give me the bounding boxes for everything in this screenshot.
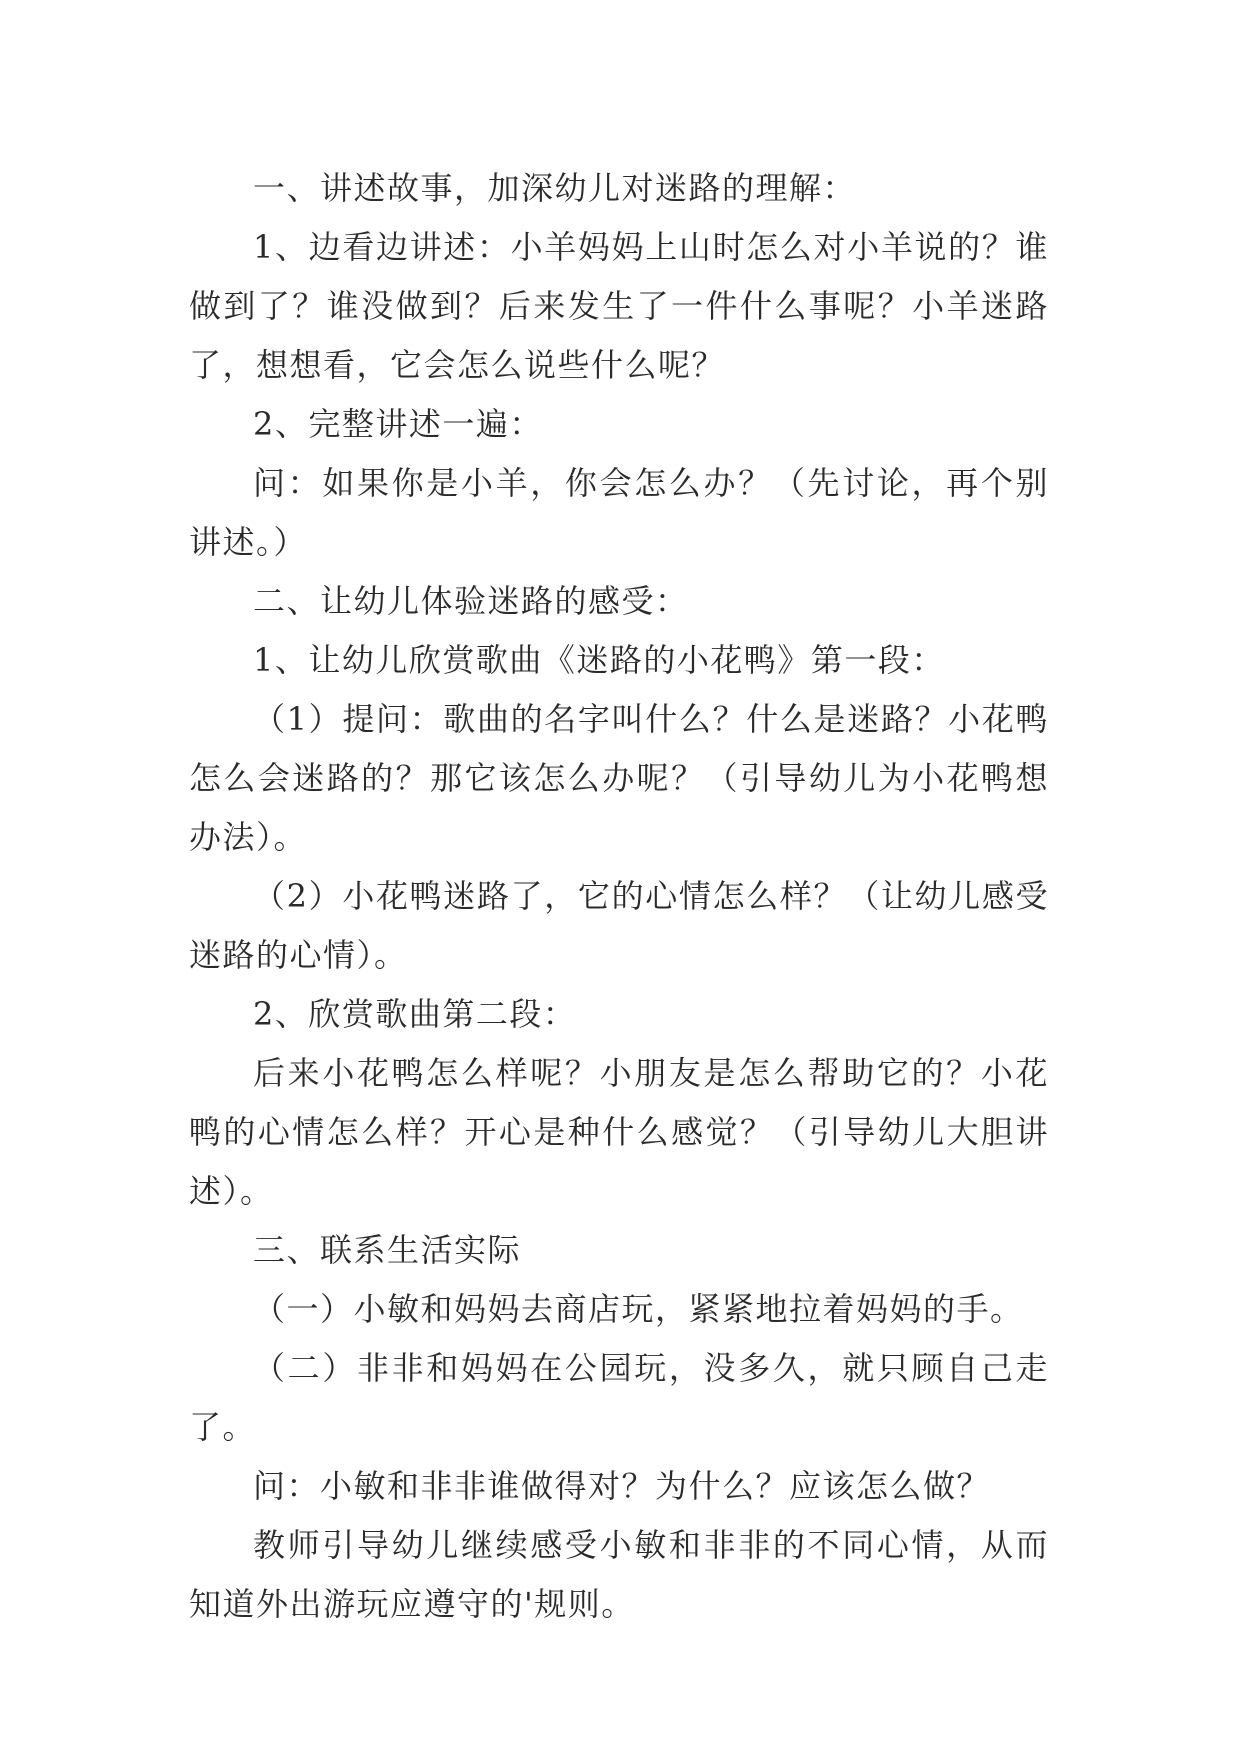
section-heading-3: 三、联系生活实际 [253, 1231, 522, 1269]
paragraph: （2）小花鸭迷路了，它的心情怎么样？（让幼儿感受迷路的心情）。 [189, 877, 1049, 974]
document-body [189, 159, 1049, 1634]
paragraph: （一）小敏和妈妈去商店玩，紧紧地拉着妈妈的手。 [253, 1290, 1024, 1328]
paragraph: （1）提问：歌曲的名字叫什么？什么是迷路？小花鸭怎么会迷路的？那它该怎么办呢？（引导幼儿为小花鸭想办法）。 [189, 700, 1049, 856]
paragraph: 1、边看边讲述：小羊妈妈上山时怎么对小羊说的？谁做到了？谁没做到？后来发生了一件什么事呢？小羊迷路了，想想看，它会怎么说些什么呢？ [189, 228, 1049, 384]
paragraph: 问：小敏和非非谁做得对？为什么？应该怎么做？ [253, 1467, 991, 1505]
paragraph: 问：如果你是小羊，你会怎么办？（先讨论，再个别讲述。） [189, 464, 1049, 561]
paragraph: 2、完整讲述一遍： [253, 405, 543, 443]
section-heading-1: 一、讲述故事，加深幼儿对迷路的理解： [253, 169, 857, 207]
paragraph: 后来小花鸭怎么样呢？小朋友是怎么帮助它的？小花鸭的心情怎么样？开心是种什么感觉？（引导幼儿大胆讲述）。 [189, 1054, 1049, 1210]
paragraph: 2、欣赏歌曲第二段： [253, 995, 577, 1033]
paragraph: 1、让幼儿欣赏歌曲《迷路的小花鸭》第一段： [253, 641, 945, 679]
paragraph: 教师引导幼儿继续感受小敏和非非的不同心情，从而知道外出游玩应遵守的'规则。 [189, 1526, 1049, 1623]
paragraph: （二）非非和妈妈在公园玩，没多久，就只顾自己走了。 [189, 1349, 1049, 1446]
section-heading-2: 二、让幼儿体验迷路的感受： [253, 582, 689, 620]
